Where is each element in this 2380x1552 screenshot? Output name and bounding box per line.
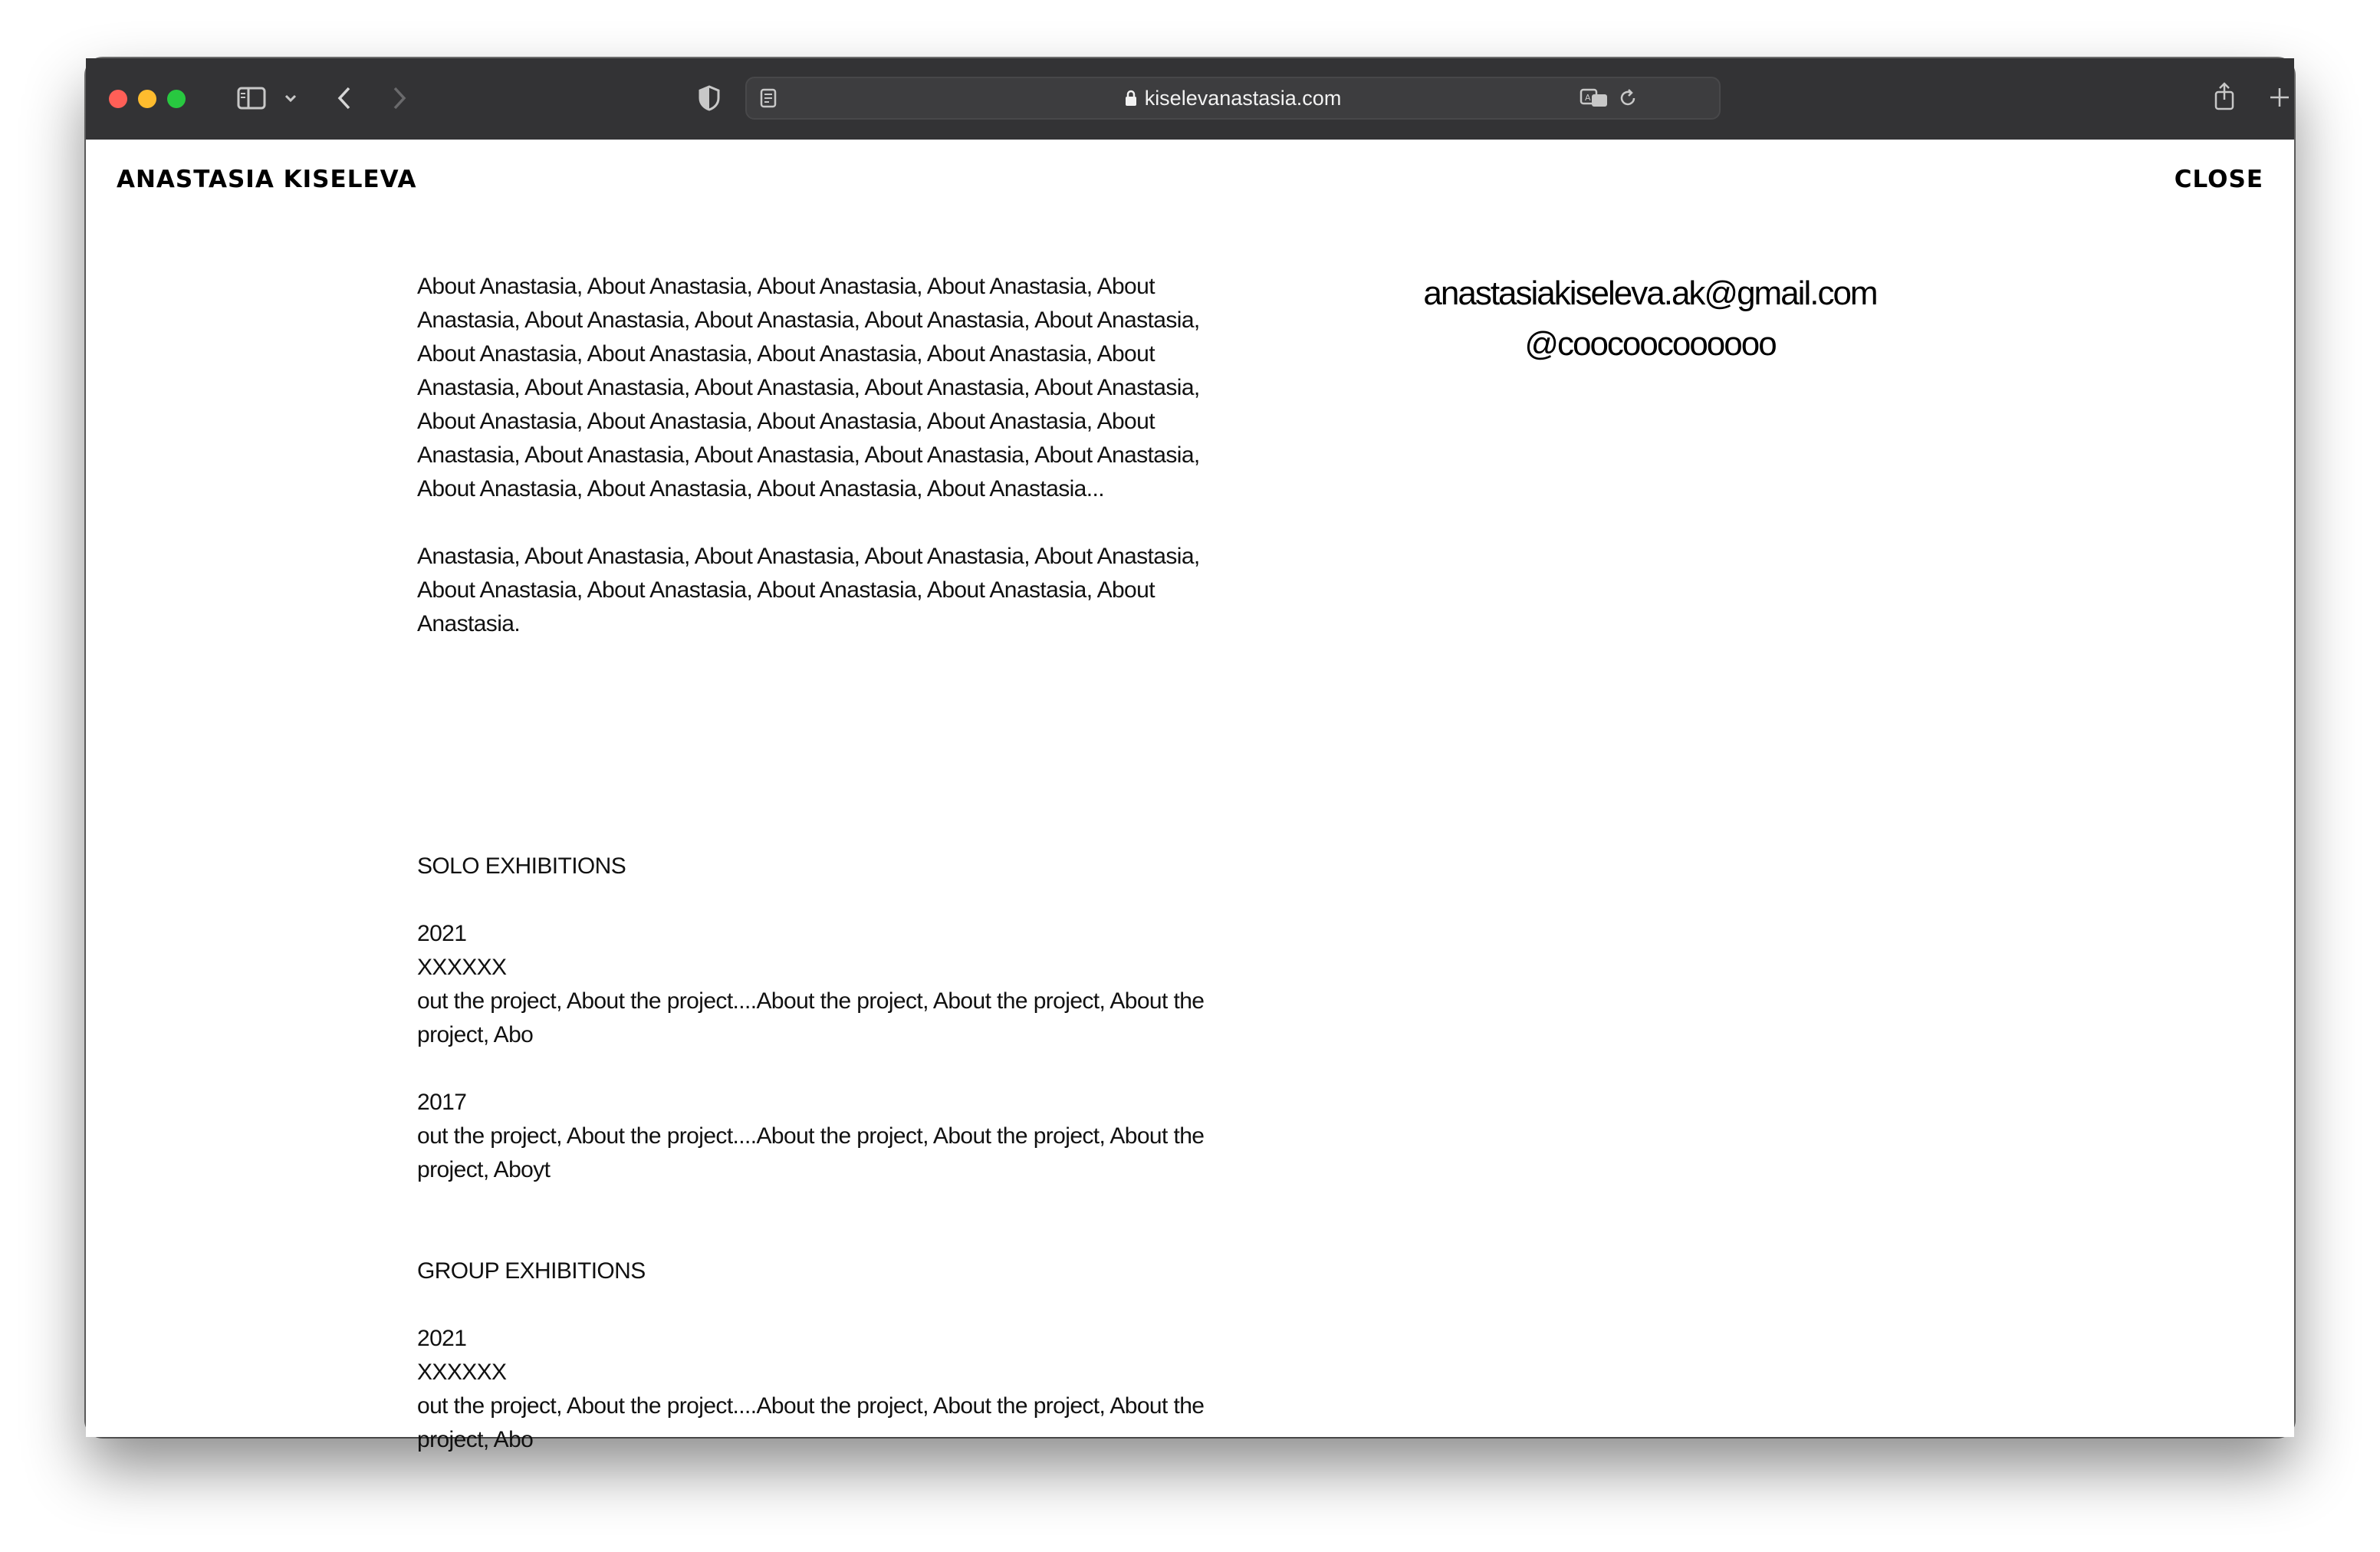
exhibition-description: out the project, About the project....About the project, About the project, About the [417, 988, 1205, 1014]
about-paragraph-2 [417, 540, 1215, 641]
exhibition-description: project, Abo [417, 1427, 534, 1452]
zoom-window-button[interactable] [167, 90, 186, 108]
address-bar[interactable] [745, 77, 1721, 120]
close-window-button[interactable] [109, 90, 127, 108]
about-line: About Anastasia, About Anastasia, About Anastasia, About Anastasia, About [417, 577, 1155, 603]
contact-block [1343, 268, 1957, 370]
exhibition-description: out the project, About the project....About the project, About the project, About the [417, 1123, 1205, 1149]
chevron-down-icon[interactable] [282, 89, 299, 107]
exhibition-year: 2021 [417, 1326, 467, 1351]
about-line: Anastasia, About Anastasia, About Anastasia, About Anastasia, About Anastasia, [417, 442, 1200, 468]
exhibition-description: project, Abo [417, 1022, 534, 1047]
exhibition-title: XXXXXX [417, 1360, 507, 1385]
svg-text:A: A [1585, 93, 1591, 103]
email-link[interactable]: anastasiakiseleva.ak@gmail.com [1423, 275, 1877, 312]
back-icon[interactable] [333, 84, 356, 112]
about-line: Anastasia, About Anastasia, About Anastasia, About Anastasia, About Anastasia, [417, 307, 1200, 333]
solo-exhibitions [417, 850, 1215, 1187]
about-text [417, 270, 1215, 641]
minimize-window-button[interactable] [138, 90, 156, 108]
exhibition-title: XXXXXX [417, 955, 507, 980]
browser-toolbar [86, 58, 2294, 141]
exhibition-description: out the project, About the project....About the project, About the project, About the [417, 1393, 1205, 1419]
about-line: About Anastasia, About Anastasia, About Anastasia, About Anastasia... [417, 476, 1104, 501]
url-text: kiselevanastasia.com [1144, 86, 1342, 110]
group-heading: GROUP EXHIBITIONS [417, 1258, 646, 1284]
exhibition-year: 2017 [417, 1090, 467, 1115]
translate-icon[interactable] [1578, 87, 1612, 109]
about-line: Anastasia, About Anastasia, About Anastasia, About Anastasia, About Anastasia, [417, 544, 1200, 569]
sidebar-icon[interactable] [236, 84, 267, 112]
about-line: Anastasia. [417, 611, 521, 636]
solo-heading: SOLO EXHIBITIONS [417, 853, 626, 879]
privacy-shield-icon[interactable] [696, 84, 722, 112]
lock-icon [1125, 90, 1137, 107]
browser-window [86, 58, 2294, 1452]
site-brand[interactable]: ANASTASIA KISELEVA [117, 166, 417, 193]
close-button[interactable]: CLOSE [2174, 166, 2263, 193]
exhibition-entry [417, 1086, 1215, 1187]
exhibition-entry [417, 917, 1215, 1052]
about-line: About Anastasia, About Anastasia, About Anastasia, About Anastasia, About [417, 274, 1155, 299]
about-paragraph-1 [417, 270, 1215, 506]
forward-icon[interactable] [388, 84, 411, 112]
about-line: About Anastasia, About Anastasia, About Anastasia, About Anastasia, About [417, 341, 1155, 367]
exhibition-entry [417, 1322, 1215, 1457]
exhibition-year: 2021 [417, 921, 467, 946]
about-line: About Anastasia, About Anastasia, About Anastasia, About Anastasia, About [417, 409, 1155, 434]
exhibition-description: project, Aboyt [417, 1157, 551, 1182]
url-field[interactable] [747, 78, 1719, 118]
reload-icon[interactable] [1616, 87, 1639, 109]
new-tab-icon[interactable] [2268, 86, 2291, 109]
about-line: Anastasia, About Anastasia, About Anastasia, About Anastasia, About Anastasia, [417, 375, 1200, 400]
group-exhibitions [417, 1254, 1215, 1457]
instagram-handle-link[interactable]: @coocoocoooooo [1524, 325, 1776, 363]
page-content [86, 140, 2294, 1452]
share-icon[interactable] [2213, 81, 2236, 112]
